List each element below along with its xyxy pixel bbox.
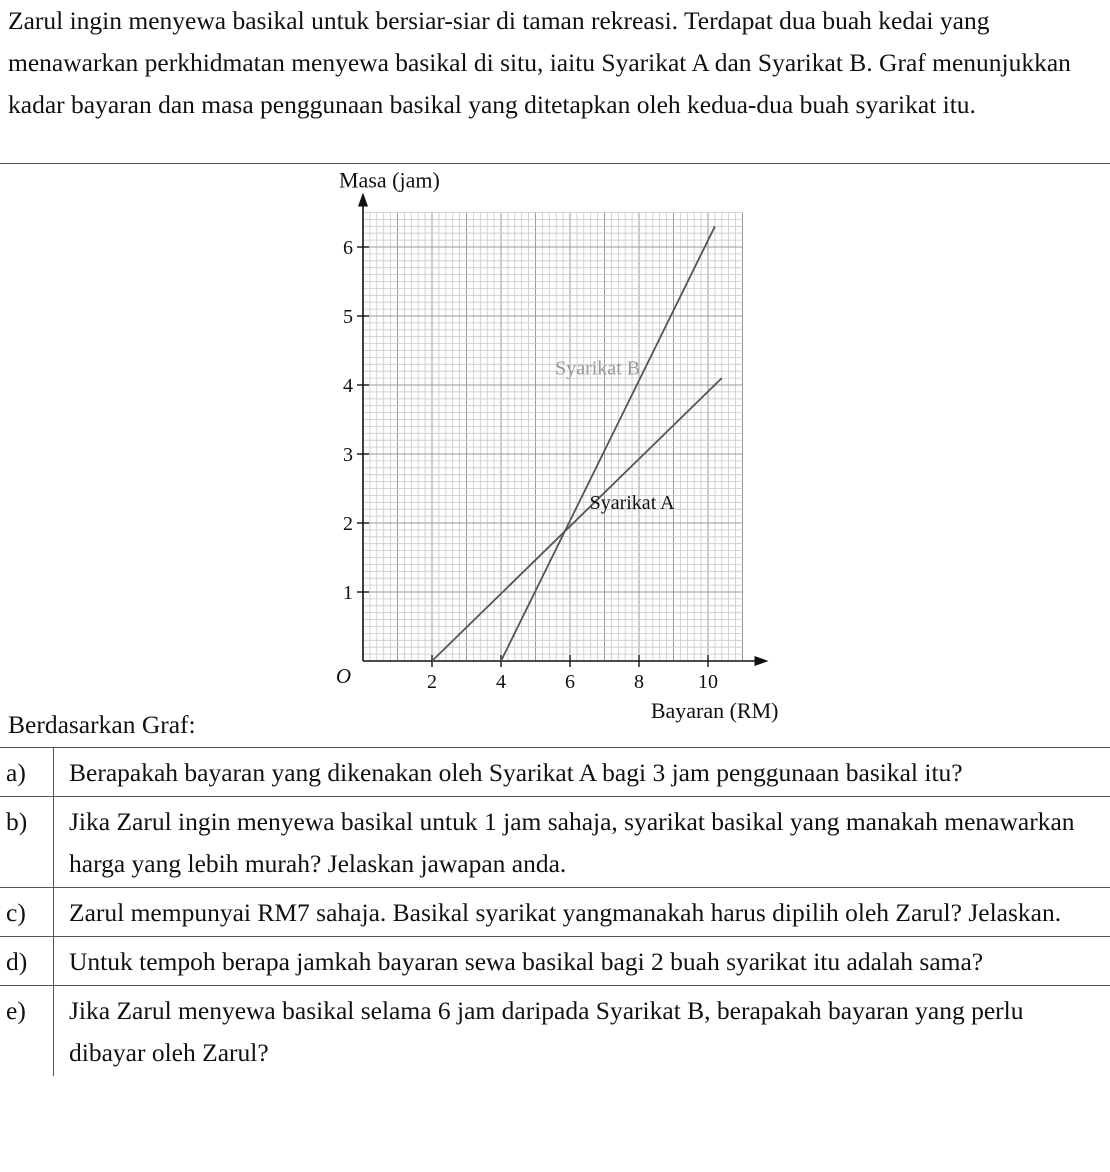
chart-grid [363,213,743,662]
questions-table [0,747,1110,1076]
question-text: Jika Zarul ingin menyewa basikal untuk 1 jam sahaja, syarikat basikal yang manakah menawarkan harga yang lebih murah? Jelaskan jawapan anda. [54,797,1110,888]
y-tick-label: 3 [343,444,353,466]
y-axis-title: Masa (jam) [339,170,440,193]
graph-caption: Berdasarkan Graf: [8,710,196,739]
question-text: Untuk tempoh berapa jamkah bayaran sewa basikal bagi 2 buah syarikat itu adalah sama? [54,937,1110,986]
intro-paragraph: Zarul ingin menyewa basikal untuk bersiar-siar di taman rekreasi. Terdapat dua buah kedai yang menawarkan perkhidmatan menyewa basikal di situ, iaitu Syarikat A dan Syarikat B. Graf menunjukkan kadar bayaran dan masa penggunaan basikal yang ditetapkan oleh kedua-dua buah syarikat itu. [8,6,1071,119]
origin-label: O [335,664,351,688]
x-tick-label: 2 [427,671,437,693]
divider [0,163,1110,164]
question-label: b) [0,797,54,888]
x-axis-arrow [755,656,769,666]
line-chart [300,170,780,730]
y-tick-label: 6 [343,237,353,259]
question-label: d) [0,937,54,986]
question-row-b [0,797,1110,888]
question-row-a [0,748,1110,797]
question-row-e [0,986,1110,1077]
y-axis-arrow [358,193,368,207]
y-tick-label: 4 [343,375,353,397]
y-tick-label: 5 [343,306,353,328]
question-text: Jika Zarul menyewa basikal selama 6 jam daripada Syarikat B, berapakah bayaran yang perlu dibayar oleh Zarul? [54,986,1110,1077]
question-label: a) [0,748,54,797]
question-row-c [0,888,1110,937]
chart [300,170,780,730]
y-tick-label: 2 [343,513,353,535]
x-axis-title: Bayaran (RM) [650,698,779,723]
question-text: Berapakah bayaran yang dikenakan oleh Syarikat A bagi 3 jam penggunaan basikal itu? [54,748,1110,797]
series-label-syarikat-b: Syarikat B [555,357,641,380]
series-label-syarikat-a: Syarikat A [589,492,675,515]
question-text: Zarul mempunyai RM7 sahaja. Basikal syarikat yangmanakah harus dipilih oleh Zarul? Jelaskan. [54,888,1110,937]
question-label: c) [0,888,54,937]
x-tick-label: 6 [565,671,575,693]
series-line-syarikat-b [501,226,715,661]
x-tick-label: 8 [634,671,644,693]
x-tick-label: 10 [698,671,718,693]
x-tick-label: 4 [496,671,506,693]
question-label: e) [0,986,54,1077]
y-tick-label: 1 [343,582,353,604]
question-row-d [0,937,1110,986]
